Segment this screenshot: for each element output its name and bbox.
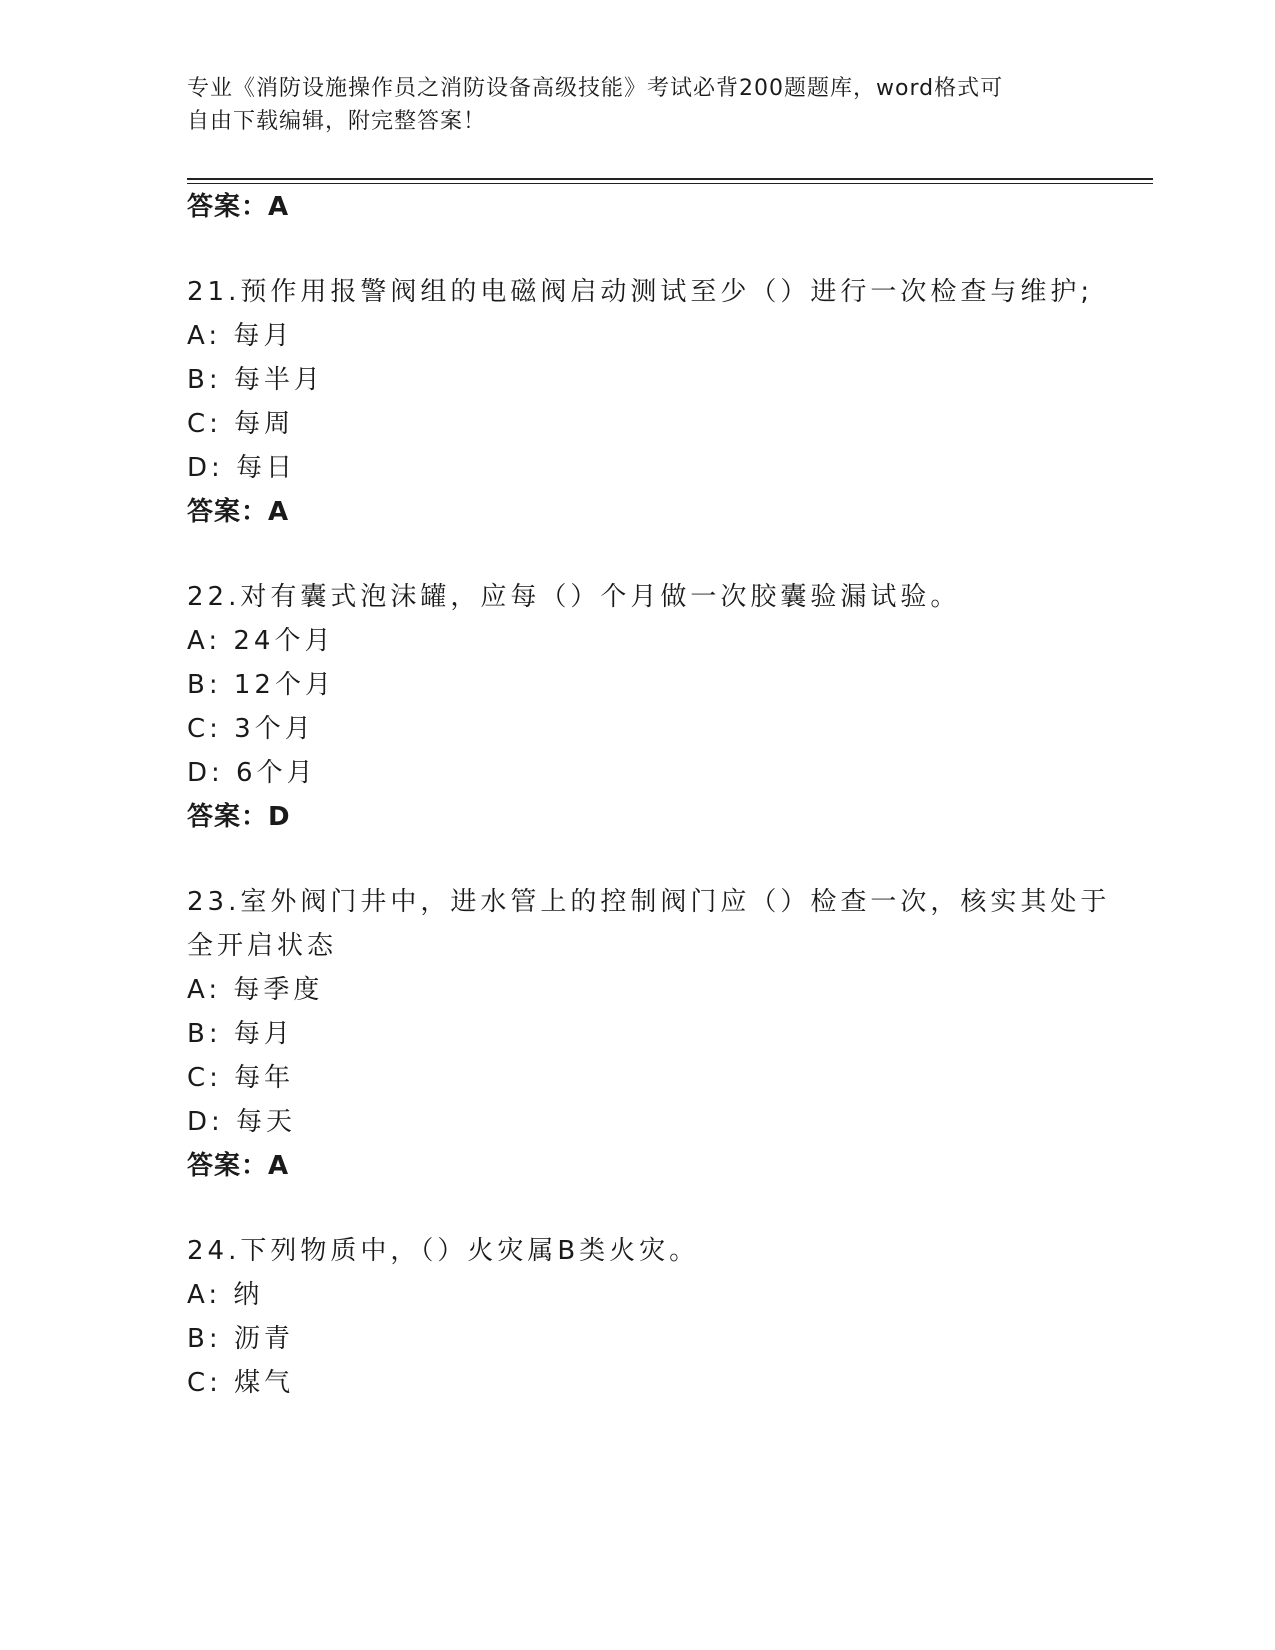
header-line-1: 专业《消防设施操作员之消防设备高级技能》考试必背200题题库，word格式可 (187, 76, 1004, 101)
header-divider-thin (187, 183, 1153, 184)
question-stem: 21.预作用报警阀组的电磁阀启动测试至少（）进行一次检查与维护; (187, 277, 1094, 307)
option-c: C: 3个月 (187, 714, 315, 744)
option-b: B: 每月 (187, 1019, 294, 1049)
option-a: A: 每季度 (187, 975, 324, 1005)
option-d: D: 每日 (187, 453, 297, 483)
option-a: A: 每月 (187, 321, 294, 351)
option-c: C: 煤气 (187, 1368, 295, 1398)
header-divider-thick (187, 178, 1153, 180)
option-d: D: 每天 (187, 1107, 297, 1137)
previous-answer: 答案：A (187, 192, 290, 222)
question-stem: 23.室外阀门井中，进水管上的控制阀门应（）检查一次，核实其处于 (187, 887, 1111, 917)
question-stem: 22.对有囊式泡沫罐，应每（）个月做一次胶囊验漏试验。 (187, 582, 961, 612)
header-line-2: 自由下载编辑，附完整答案！ (187, 109, 487, 134)
answer: 答案：A (187, 1151, 290, 1181)
option-b: B: 沥青 (187, 1324, 294, 1354)
option-c: C: 每周 (187, 409, 295, 439)
option-b: B: 12个月 (187, 670, 335, 700)
answer: 答案：D (187, 802, 291, 832)
option-a: A: 纳 (187, 1280, 264, 1310)
answer: 答案：A (187, 497, 290, 527)
question-stem: 24.下列物质中，（）火灾属B类火灾。 (187, 1236, 700, 1266)
option-b: B: 每半月 (187, 365, 324, 395)
option-a: A: 24个月 (187, 626, 335, 656)
option-c: C: 每年 (187, 1063, 295, 1093)
document-header (187, 72, 1067, 138)
question-stem-continued: 全开启状态 (187, 931, 338, 961)
option-d: D: 6个月 (187, 758, 317, 788)
